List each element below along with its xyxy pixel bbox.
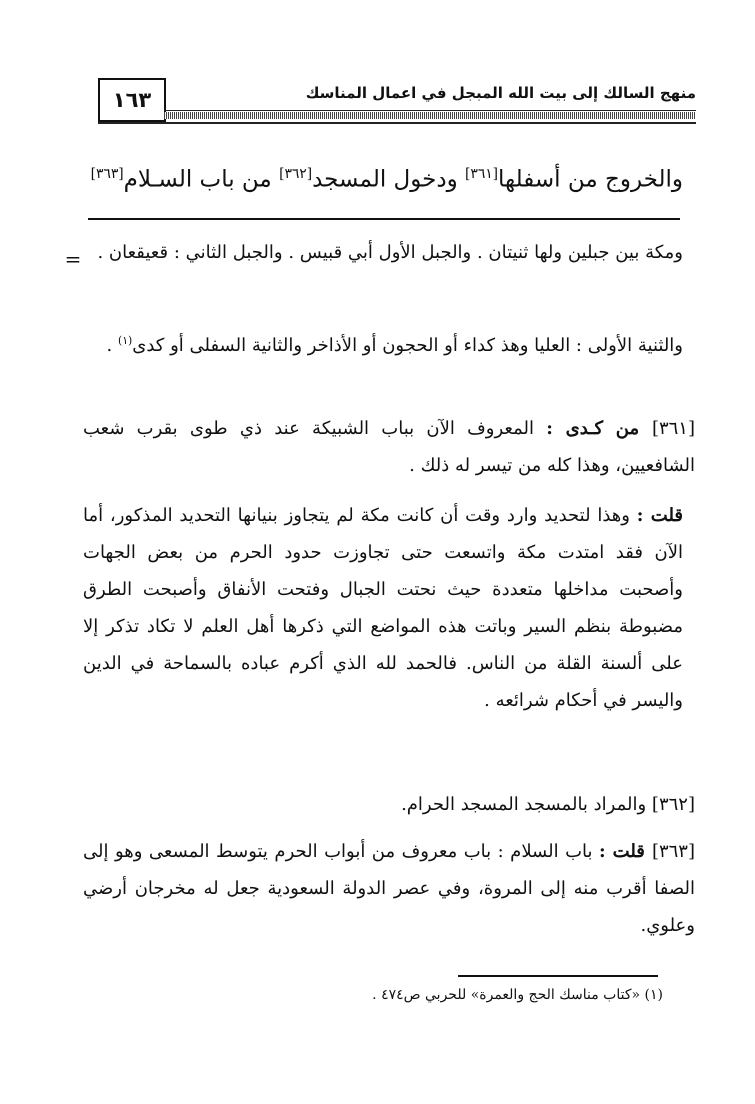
- footnote-ref-1: (١): [118, 334, 133, 347]
- note-paragraph-thaniyya: [83, 322, 683, 364]
- main-text-part-2: ودخول المسجد: [312, 166, 466, 193]
- note-362-body: والمراد بالمسجد المسجد الحرام.: [401, 794, 652, 815]
- note-363-qult: قلت :: [599, 841, 652, 862]
- note-361-text: [83, 410, 695, 484]
- footnote-separator: [458, 975, 658, 977]
- note-362-number: [٣٦٢]: [651, 794, 695, 815]
- note-363-text: [83, 833, 695, 944]
- thaniyya-text: والثنية الأولى : العليا وهذ كداء أو الحجون أو الأذاخر والثانية السفلى أو كدى: [132, 335, 683, 356]
- qult-label: قلت :: [636, 505, 684, 526]
- page-number: ١٦٣: [98, 78, 166, 122]
- note-362: [83, 786, 695, 823]
- main-text-part-1: والخروج من أسفلها: [498, 166, 683, 193]
- footnote: (١) «كتاب مناسك الحج والعمرة» للحربي ص٤٧٤ .: [372, 987, 663, 1003]
- note-361-number: [٣٦١]: [651, 418, 696, 439]
- note-361-comment-text: [83, 497, 683, 719]
- thaniyya-end: .: [106, 335, 118, 356]
- running-header: [98, 78, 696, 128]
- qult-body: وهذا لتحديد وارد وقت أن كانت مكة لم يتجاوز بنيانها التحديد المذكور، أما الآن فقد امتدت مكة واتسعت حتى تجاوزت حدود الحرم من بعض الجهات وأصحبت مداخلها متعددة حيث نحتت الجبال وفتحت الأنفاق وأصبحت الطرق مضبوطة بنظم السير وباتت هذه المواضع التي ذكرها أهل العلم لا تكاد تذكر إلا على ألسنة القلة من الناس. فالحمد لله الذي أكرم عباده بالسماحة في الدين واليسر في أحكام شرائعه .: [83, 505, 683, 711]
- header-hatched-rule: [164, 112, 696, 119]
- note-361-comment: [83, 497, 683, 719]
- note-362-text: [83, 786, 695, 823]
- note-continued: [83, 234, 683, 271]
- ref-363: [٣٦٣]: [90, 166, 124, 182]
- ref-362: [٣٦٢]: [279, 166, 313, 182]
- note-363: [83, 833, 695, 944]
- header-rule: [164, 110, 696, 111]
- main-text-separator: [88, 218, 680, 220]
- note-363-number: [٣٦٣]: [651, 841, 696, 862]
- note-paragraph-mountains: ومكة بين جبلين ولها ثنيتان . والجبل الأول أبي قبيس . والجبل الثاني : قعيقعان .: [97, 242, 683, 263]
- main-text-line: [91, 166, 683, 193]
- note-361-lead: من كـدى :: [546, 418, 652, 439]
- running-title: منهج السالك إلى بيت الله المبجل في اعمال المناسك: [305, 84, 696, 102]
- header-bottom-rule: [98, 122, 696, 124]
- ref-361: [٣٦١]: [465, 166, 499, 182]
- note-thaniyya: [83, 322, 683, 364]
- note-361-body: المعروف الآن بباب الشبيكة عند ذي طوى بقرب شعب الشافعيين، وهذا كله من تيسر له ذلك .: [83, 418, 695, 476]
- main-text-part-3: من باب السـلام: [123, 166, 280, 193]
- continuation-mark: =: [64, 247, 82, 271]
- note-363-body: باب السلام : باب معروف من أبواب الحرم يتوسط المسعى وهو إلى الصفا أقرب منه إلى المروة، وفي عصر الدولة السعودية جعل له مخرجان أرضي وعلوي.: [83, 841, 695, 936]
- note-361: [83, 410, 695, 484]
